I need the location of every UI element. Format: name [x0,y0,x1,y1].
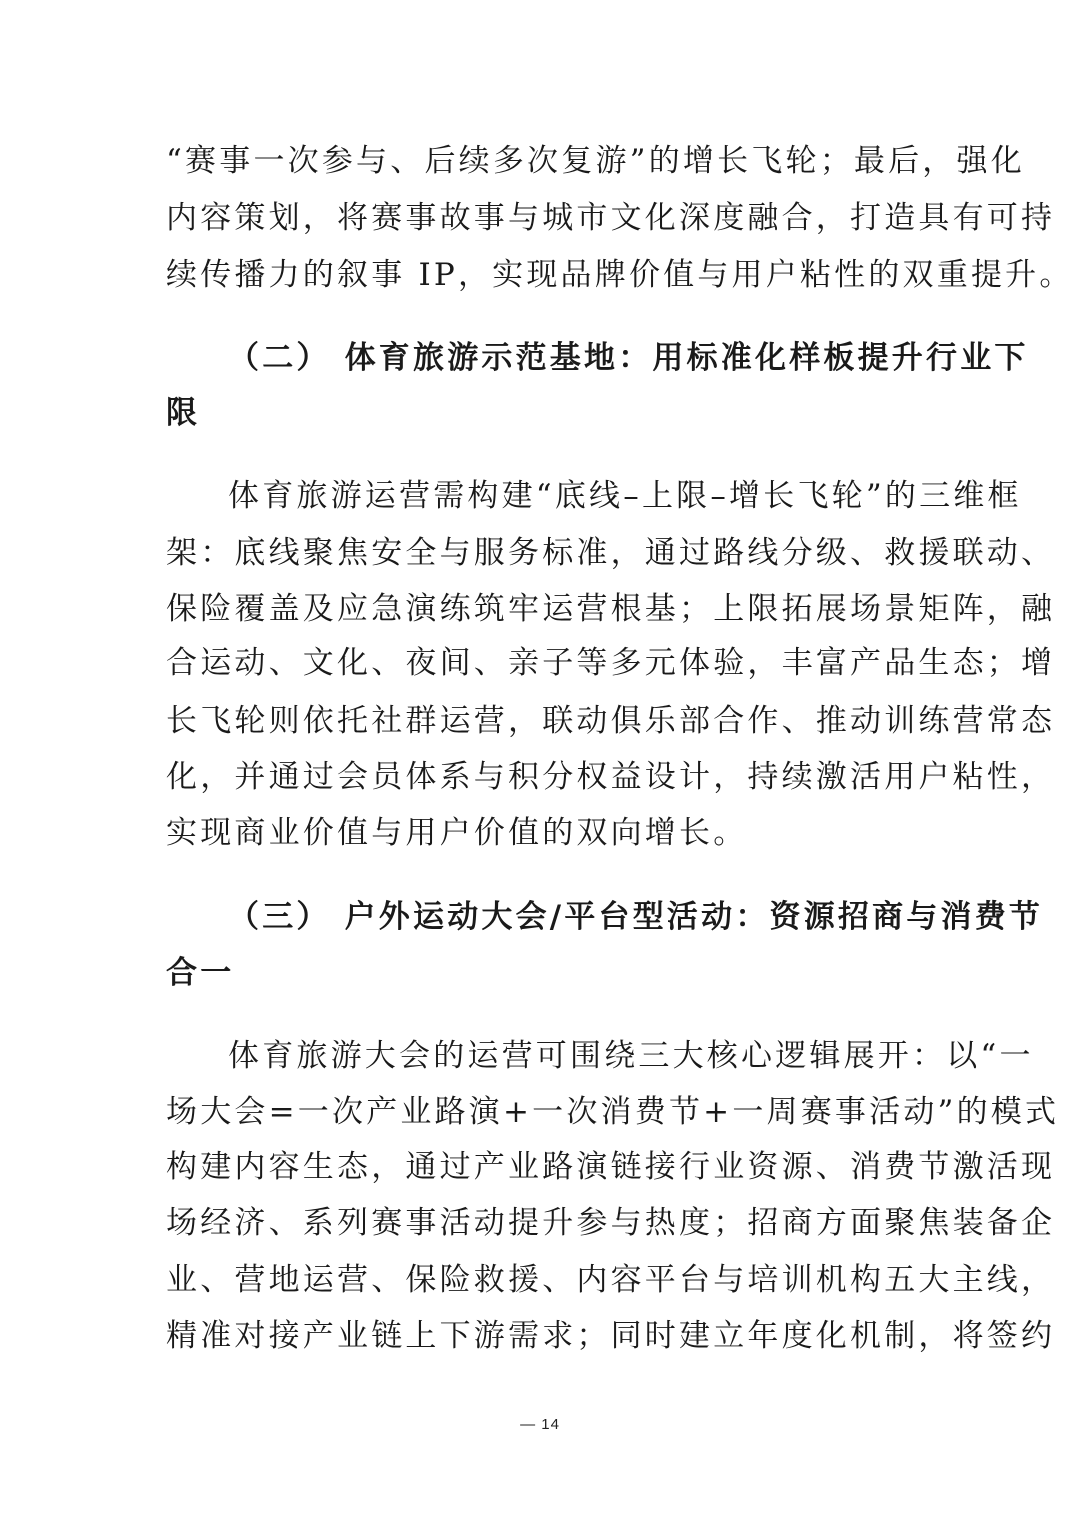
paragraph-line: 长飞轮则依托社群运营，联动俱乐部合作、推动训练营常态 [166,703,1056,739]
paragraph-line: 内容策划，将赛事故事与城市文化深度融合，打造具有可持 [166,200,1056,236]
paragraph-line: 体育旅游大会的运营可围绕三大核心逻辑展开：以“一 [228,1038,1034,1074]
paragraph-line: 实现商业价值与用户价值的双向增长。 [166,815,748,851]
section-heading-2: （二） 体育旅游示范基地：用标准化样板提升行业下 [228,340,1029,376]
section-heading-3: （三） 户外运动大会/平台型活动：资源招商与消费节 [228,899,1044,935]
paragraph-line: 续传播力的叙事 IP，实现品牌价值与用户粘性的双重提升。 [166,257,1074,293]
paragraph-line: 保险覆盖及应急演练筑牢运营根基；上限拓展场景矩阵，融 [166,591,1056,627]
section-heading-3-continued: 合一 [166,955,235,991]
paragraph-line: 场经济、系列赛事活动提升参与热度；招商方面聚焦装备企 [166,1205,1056,1241]
paragraph-line: 架：底线聚焦安全与服务标准，通过路线分级、救援联动、 [166,535,1056,571]
paragraph-line: 合运动、文化、夜间、亲子等多元体验，丰富产品生态；增 [166,645,1056,681]
paragraph-line: 构建内容生态，通过产业路演链接行业资源、消费节激活现 [166,1149,1056,1185]
paragraph-line: 化，并通过会员体系与积分权益设计，持续激活用户粘性， [166,759,1056,795]
paragraph-line: “赛事一次参与、后续多次复游”的增长飞轮；最后，强化 [166,143,1025,179]
paragraph-line: 场大会=一次产业路演+一次消费节+一周赛事活动”的模式 [166,1094,1060,1130]
paragraph-line: 体育旅游运营需构建“底线–上限–增长飞轮”的三维框 [228,478,1022,514]
section-heading-2-continued: 限 [166,395,201,431]
paragraph-line: 精准对接产业链上下游需求；同时建立年度化机制，将签约 [166,1318,1056,1354]
paragraph-line: 业、营地运营、保险救援、内容平台与培训机构五大主线， [166,1262,1056,1298]
page-number: — 14 [520,1416,560,1433]
